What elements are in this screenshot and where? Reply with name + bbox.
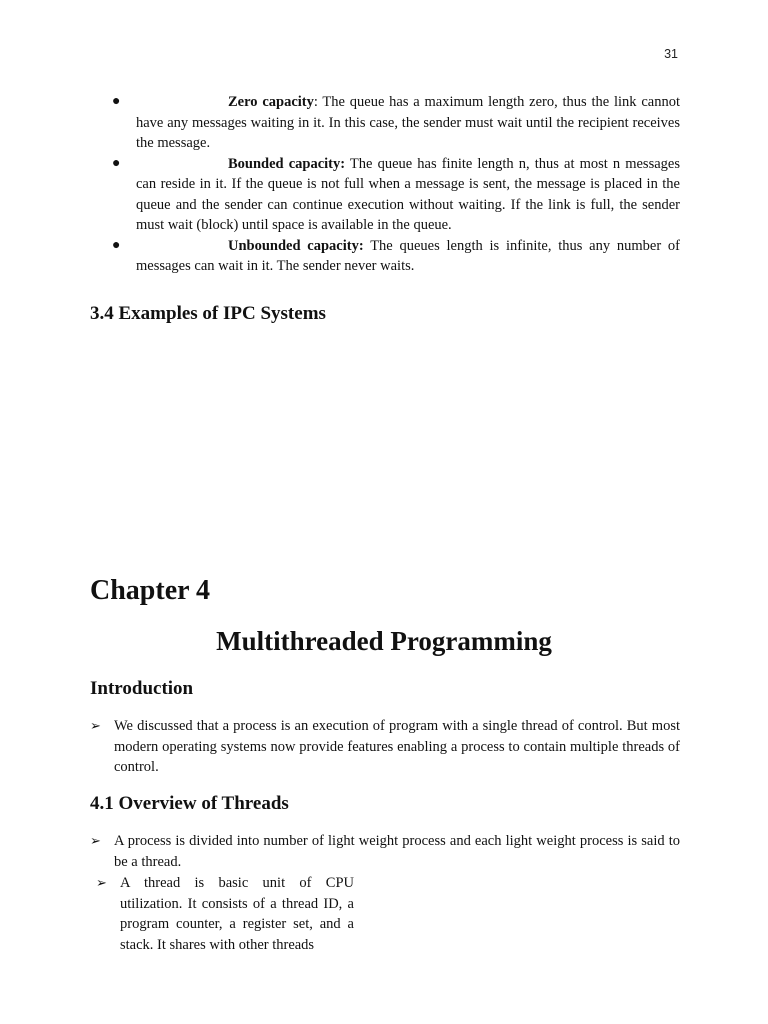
page-number: 31	[664, 47, 678, 61]
list-item	[96, 873, 354, 955]
section-heading-introduction: Introduction	[90, 678, 194, 699]
list-item-text: The queue has finite length n, thus at most n messages can reside in it. If the queue is not full when a message is sent, the message is placed in the queue and the sender can continue execution without waiting. If the link is full, the sender must wait (block) until space is available in the queue.	[136, 155, 680, 233]
list-item	[110, 236, 680, 277]
chapter-label: Chapter 4	[90, 575, 211, 606]
list-item-term: Zero capacity	[228, 94, 314, 110]
arrow-bullet-icon: ➢	[90, 833, 101, 848]
bullet-dot-icon: ●	[112, 237, 121, 253]
list-item	[110, 92, 680, 154]
arrow-bullet-icon: ➢	[90, 718, 101, 733]
list-item-text: A process is divided into number of light weight process and each light weight process is said to be a thread.	[114, 833, 680, 870]
overview-list	[90, 831, 680, 872]
thread-definition-list	[96, 873, 354, 955]
list-item	[90, 831, 680, 872]
capacity-list	[110, 92, 680, 277]
list-item	[110, 154, 680, 236]
list-item-term: Unbounded capacity:	[228, 237, 364, 254]
section-heading-overview: 4.1 Overview of Threads	[90, 793, 289, 814]
bullet-dot-icon: ●	[112, 94, 121, 109]
arrow-bullet-icon: ➢	[96, 875, 107, 890]
list-item	[90, 716, 680, 778]
list-item-text: We discussed that a process is an execution of program with a single thread of control. But most modern operating systems now provide features enabling a process to contain multiple threads of control.	[114, 718, 680, 775]
list-item-term: Bounded capacity:	[228, 155, 346, 172]
list-item-separator: :	[313, 94, 318, 110]
section-heading-ipc: 3.4 Examples of IPC Systems	[90, 303, 326, 324]
bullet-dot-icon: ●	[112, 155, 121, 171]
chapter-title: Multithreaded Programming	[216, 626, 552, 656]
list-item-text: The queue has a maximum length zero, thus the link cannot have any messages waiting in it. In this case, the sender must wait until the recipient receives the message.	[136, 94, 680, 151]
list-item-text: A thread is basic unit of CPU utilization. It consists of a thread ID, a program counter, a register set, and a stack. It shares with other threads	[120, 875, 354, 953]
list-item-text: The queues length is infinite, thus any number of messages can wait in it. The sender never waits.	[136, 237, 680, 274]
introduction-list	[90, 716, 680, 778]
